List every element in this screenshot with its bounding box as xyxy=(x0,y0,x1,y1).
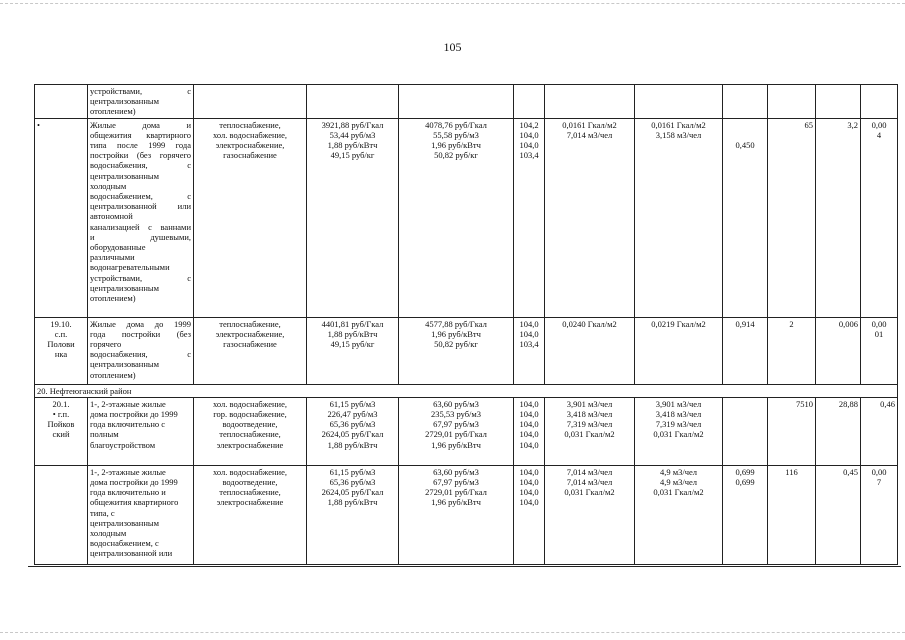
cell-tariff-new xyxy=(399,85,514,119)
cell-value-2: 3,2 xyxy=(816,118,861,317)
cell-num: • xyxy=(35,118,88,317)
cell-norm-new xyxy=(635,85,723,119)
cell-num: 20.1. • г.п. Пойков ский xyxy=(35,397,88,465)
cell-tariff-new: 4577,88 руб/Гкал 1,96 руб/кВтч 50,82 руб/кг xyxy=(399,317,514,384)
cell-value-2: 0,006 xyxy=(816,317,861,384)
cell-num xyxy=(35,465,88,564)
tariff-table xyxy=(34,84,898,565)
cell-norm-current: 7,014 м3/чел 7,014 м3/чел 0,031 Гкал/м2 xyxy=(545,465,635,564)
cell-description: устройствами, с централизованным отоплением) xyxy=(88,85,194,119)
cell-norm-new: 4,9 м3/чел 4,9 м3/чел 0,031 Гкал/м2 xyxy=(635,465,723,564)
cell-services: теплоснабжение, хол. водоснабжение, электроснабжение, газоснабжение xyxy=(194,118,307,317)
page-cut-line xyxy=(28,566,901,567)
cell-index: 104,2 104,0 104,0 103,4 xyxy=(514,118,545,317)
cell-value-3: 0,00 01 xyxy=(861,317,898,384)
cell-coefficient: 0,914 xyxy=(723,317,768,384)
cell-tariff-new: 63,60 руб/м3 235,53 руб/м3 67,97 руб/м3 2729,01 руб/Гкал 1,96 руб/кВтч xyxy=(399,397,514,465)
scan-edge-top xyxy=(0,3,905,4)
cell-value-3: 0,00 4 xyxy=(861,118,898,317)
table-row xyxy=(35,85,898,119)
cell-description: 1-, 2-этажные жилые дома постройки до 1999 года включительно с полным благоустройством xyxy=(88,397,194,465)
cell-coefficient xyxy=(723,85,768,119)
table-row xyxy=(35,118,898,317)
cell-tariff-current: 61,15 руб/м3 65,36 руб/м3 2624,05 руб/Гкал 1,88 руб/кВтч xyxy=(307,465,399,564)
section-row xyxy=(35,384,898,397)
cell-description: Жилые дома до 1999 года постройки (без горячего водоснабжения, с централизованным отоплением) xyxy=(88,317,194,384)
cell-value-3 xyxy=(861,85,898,119)
cell-norm-new: 0,0219 Гкал/м2 xyxy=(635,317,723,384)
cell-services: хол. водоснабжение, водоотведение, теплоснабжение, электроснабжение xyxy=(194,465,307,564)
cell-num: 19.10. с.п. Полови нка xyxy=(35,317,88,384)
cell-index: 104,0 104,0 104,0 104,0 104,0 xyxy=(514,397,545,465)
cell-num xyxy=(35,85,88,119)
table-row xyxy=(35,397,898,465)
cell-norm-new: 3,901 м3/чел 3,418 м3/чел 7,319 м3/чел 0,031 Гкал/м2 xyxy=(635,397,723,465)
cell-norm-current: 0,0240 Гкал/м2 xyxy=(545,317,635,384)
cell-value-2: 28,88 xyxy=(816,397,861,465)
scan-edge-bottom xyxy=(0,632,905,633)
cell-services xyxy=(194,85,307,119)
cell-coefficient xyxy=(723,397,768,465)
cell-value-1: 7510 xyxy=(768,397,816,465)
cell-index: 104,0 104,0 103,4 xyxy=(514,317,545,384)
cell-norm-new: 0,0161 Гкал/м2 3,158 м3/чел xyxy=(635,118,723,317)
cell-value-3: 0,00 7 xyxy=(861,465,898,564)
cell-tariff-current xyxy=(307,85,399,119)
cell-norm-current xyxy=(545,85,635,119)
cell-value-1 xyxy=(768,85,816,119)
cell-coefficient: 0,699 0,699 xyxy=(723,465,768,564)
cell-tariff-current: 61,15 руб/м3 226,47 руб/м3 65,36 руб/м3 2624,05 руб/Гкал 1,88 руб/кВтч xyxy=(307,397,399,465)
cell-index: 104,0 104,0 104,0 104,0 xyxy=(514,465,545,564)
cell-value-3: 0,46 xyxy=(861,397,898,465)
cell-value-2: 0,45 xyxy=(816,465,861,564)
cell-tariff-current: 4401,81 руб/Гкал 1,88 руб/кВтч 49,15 руб/кг xyxy=(307,317,399,384)
cell-value-1: 65 xyxy=(768,118,816,317)
cell-services: теплоснабжение, электроснабжение, газоснабжение xyxy=(194,317,307,384)
cell-value-1: 2 xyxy=(768,317,816,384)
page-number: 105 xyxy=(443,40,462,54)
cell-norm-current: 0,0161 Гкал/м2 7,014 м3/чел xyxy=(545,118,635,317)
table-row xyxy=(35,317,898,384)
cell-norm-current: 3,901 м3/чел 3,418 м3/чел 7,319 м3/чел 0,031 Гкал/м2 xyxy=(545,397,635,465)
cell-value-2 xyxy=(816,85,861,119)
cell-index xyxy=(514,85,545,119)
cell-services: хол. водоснабжение, гор. водоснабжение, водоотведение, теплоснабжение, электроснабжение xyxy=(194,397,307,465)
cell-tariff-new: 63,60 руб/м3 67,97 руб/м3 2729,01 руб/Гкал 1,96 руб/кВтч xyxy=(399,465,514,564)
cell-tariff-new: 4078,76 руб/Гкал 55,58 руб/м3 1,96 руб/кВтч 50,82 руб/кг xyxy=(399,118,514,317)
cell-coefficient: 0,450 xyxy=(723,118,768,317)
section-title: 20. Нефтеюганский район xyxy=(35,384,898,397)
cell-description: 1-, 2-этажные жилые дома постройки до 1999 года включительно и общежития квартирного типа, с централизованным холодным водоснабжением, с централизованной или xyxy=(88,465,194,564)
cell-value-1: 116 xyxy=(768,465,816,564)
cell-tariff-current: 3921,88 руб/Гкал 53,44 руб/м3 1,88 руб/кВтч 49,15 руб/кг xyxy=(307,118,399,317)
table-row xyxy=(35,465,898,564)
cell-description: Жилые дома и общежития квартирного типа после 1999 года постройки (без горячего водоснабжения, с централизованным холодным водоснабжением, с централизованной или автономной канализацией с ваннами и душевыми, оборудованные различными водонагревательными устройствами, с централизованным отоплением) xyxy=(88,118,194,317)
